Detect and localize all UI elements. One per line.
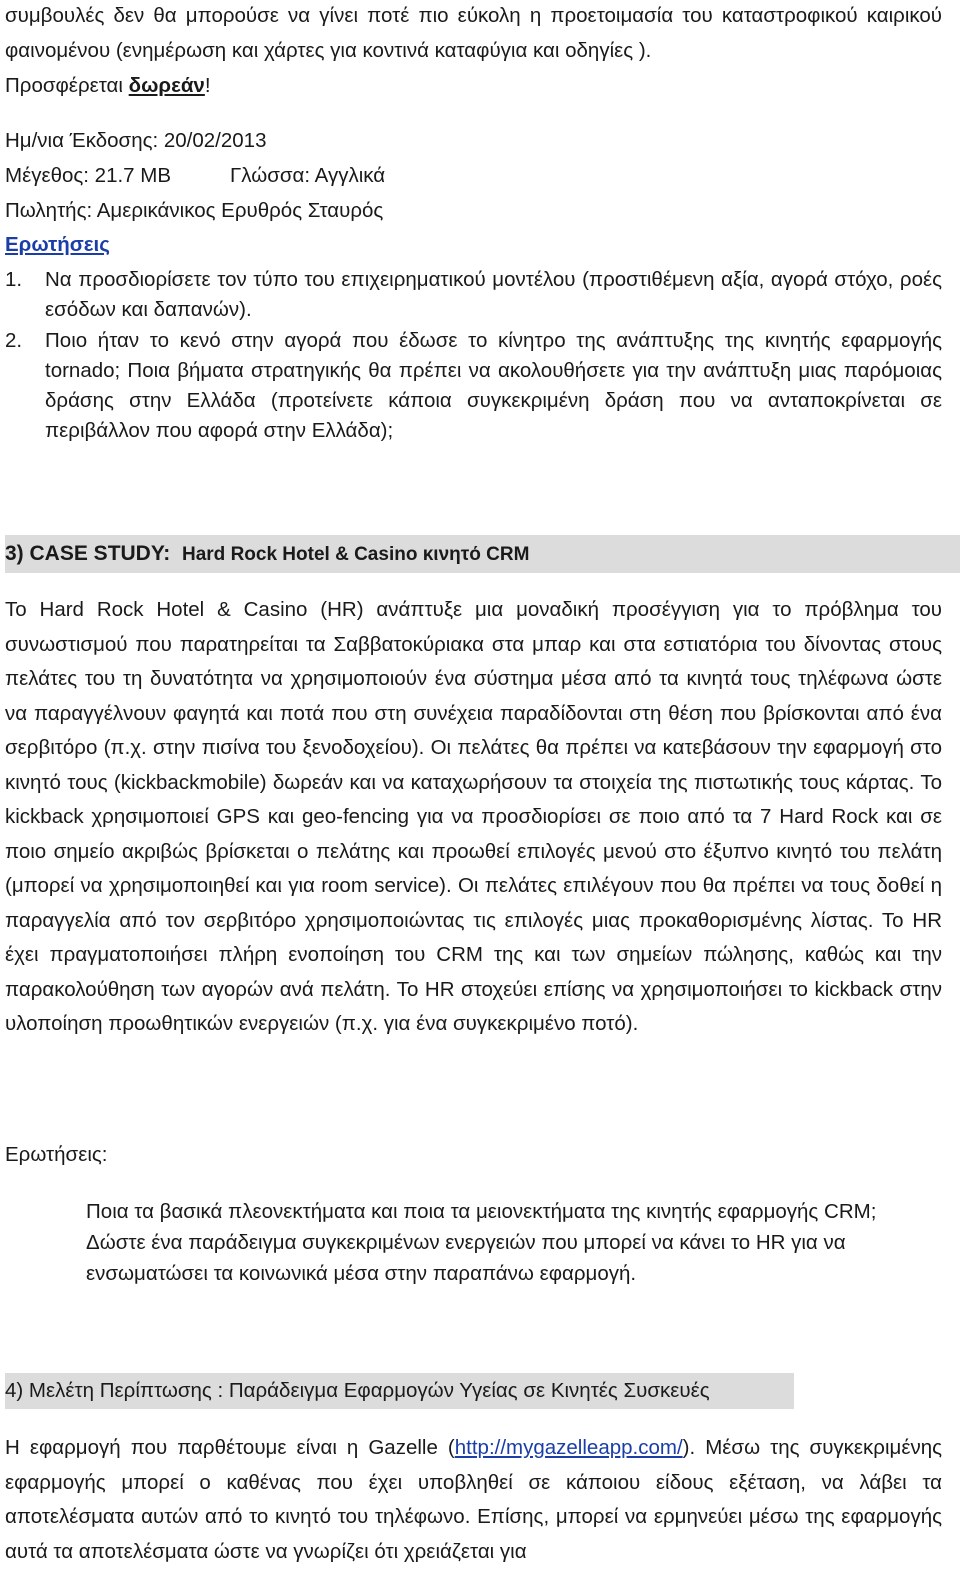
case-study-3-heading — [5, 535, 960, 573]
free-highlight: δωρεάν — [128, 74, 205, 97]
case-study-4-title: 4) Μελέτη Περίπτωσης : Παράδειγμα Εφαρμογών Υγείας σε Κινητές Συσκευές — [5, 1379, 710, 1402]
question-text: Να προσδιορίσετε τον τύπο του επιχειρηματικού μοντέλου (προστιθέμενη αξία, αγορά στόχο, ροές εσόδων και δαπανών). — [45, 268, 942, 321]
questions-heading: Ερωτήσεις — [5, 233, 110, 256]
question-text: Ποιο ήταν το κενό στην αγορά που έδωσε το κίνητρο της ανάπτυξης της κινητής εφαρμογής tornado; Ποια βήματα στρατηγικής θα πρέπει να ακολουθήσετε για την ανάπτυξη μιας παρόμοιας δράσης στην Ελλάδα (προτείνετε κάποια συγκεκριμένη δράση που να ανταποκρίνεται σε περιβάλλον που αφορά στην Ελλάδα); — [45, 329, 942, 442]
case3-questions-label: Ερωτήσεις: — [5, 1143, 108, 1166]
case-study-label: 3) CASE STUDY: — [5, 542, 171, 565]
case3-question: Ποια τα βασικά πλεονεκτήματα και ποια τα μειονεκτήματα της κινητής εφαρμογής CRM; — [86, 1200, 877, 1223]
app-seller: Πωλητής: Αμερικάνικος Ερυθρός Σταυρός — [5, 199, 384, 222]
exclamation: ! — [204, 74, 211, 97]
app-language: Γλώσσα: Αγγλικά — [230, 164, 386, 187]
app-size: Μέγεθος: 21.7 MB — [5, 164, 172, 187]
case-study-4-body — [5, 1431, 942, 1569]
release-date: Ημ/νια Έκδοσης: 20/02/2013 — [5, 129, 267, 152]
question-item — [5, 326, 942, 446]
case-study-title: Hard Rock Hotel & Casino κινητό CRM — [182, 544, 530, 565]
gazelle-link[interactable]: http://mygazelleapp.com/ — [454, 1436, 683, 1459]
case-study-4-heading — [5, 1373, 794, 1409]
app-info — [5, 123, 942, 228]
intro-text: συμβουλές δεν θα μπορούσε να γίνει ποτέ πιο εύκολη η προετοιμασία του καταστροφικού καιρικού φαινομένου (ενημέρωση και χάρτες για κοντινά καταφύγια και οδηγίες ). — [5, 4, 942, 62]
case-study-3-body: Το Hard Rock Hotel & Casino (HR) ανάπτυξε μια μοναδική προσέγγιση για το πρόβλημα του συνωστισμού που παρατηρείται τα Σαββατοκύριακα στα μπαρ και στα εστιατόρια του δίνοντας στους πελάτες του τη δυνατότητα να χρησιμοποιούν ένα σύστημα μέσα από τα κινητά τους τηλέφωνα ώστε να παραγγέλνουν φαγητά και ποτά που στη συνέχεια παραδίδονται στη θέση που βρίσκονται από ένα σερβιτόρο (π.χ. στην πισίνα του ξενοδοχείου). Οι πελάτες θα πρέπει να κατεβάσουν την εφαρμογή στο κινητό τους (kickbackmobile) δωρεάν και να καταχωρήσουν τα στοιχεία της πιστωτικής τους κάρτας. Το kickback χρησιμοποιεί GPS και geo-fencing για να προσδιορίσει σε ποιο από τα 7 Hard Rock και σε ποιο σημείο ακριβώς βρίσκεται ο πελάτης και προωθεί επιλογές μενού στο έξυπνο κινητό του πελάτη (μπορεί να χρησιμοποιηθεί και για room service). Οι πελάτες επιλέγουν που θα πρέπει να τους δοθεί η παραγγελία από τον σερβιτόρο χρησιμοποιώντας τις επιλογές μιας προκαθορισμένης λίστας. Το HR έχει πραγματοποιήσει πλήρη ενοποίηση του CRM της και των σημείων πώλησης, καθώς και την παρακολούθηση των αγορών ανά πελάτη. Το HR στοχεύει επίσης να χρησιμοποιήσει το kickback στην υλοποίηση προωθητικών ενεργειών (π.χ. για ένα συγκεκριμένο ποτό). — [5, 598, 942, 1035]
question-number: 2. — [5, 329, 23, 352]
case3-question: Δώστε ένα παράδειγμα συγκεκριμένων ενεργειών που μπορεί να κάνει το HR για να ενσωματώσει τα κοινωνικά μέσα στην παραπάνω εφαρμογή. — [86, 1231, 846, 1285]
intro-paragraph — [5, 0, 942, 103]
question-item — [5, 265, 942, 325]
case4-text-before: Η εφαρμογή που παρθέτουμε είναι η Gazelle ( — [5, 1436, 455, 1459]
case3-question-list — [86, 1196, 942, 1289]
case4-text-after: ). Μέσω της συγκεκριμένης εφαρμογής μπορεί ο καθένας που έχει υποβληθεί σε κάποιου είδους εξέταση, να λάβει τα αποτελέσματα αυτών από το κινητό του τηλέφωνο. Επίσης, μπορεί να ερμηνεύει μέσω της εφαρμογής αυτά τα αποτελέσματα ώστε να γνωρίζει ότι χρειάζεται για — [5, 1436, 943, 1563]
size-language-row — [5, 158, 942, 193]
offered-text: Προσφέρεται — [5, 74, 129, 97]
question-number: 1. — [5, 268, 23, 291]
